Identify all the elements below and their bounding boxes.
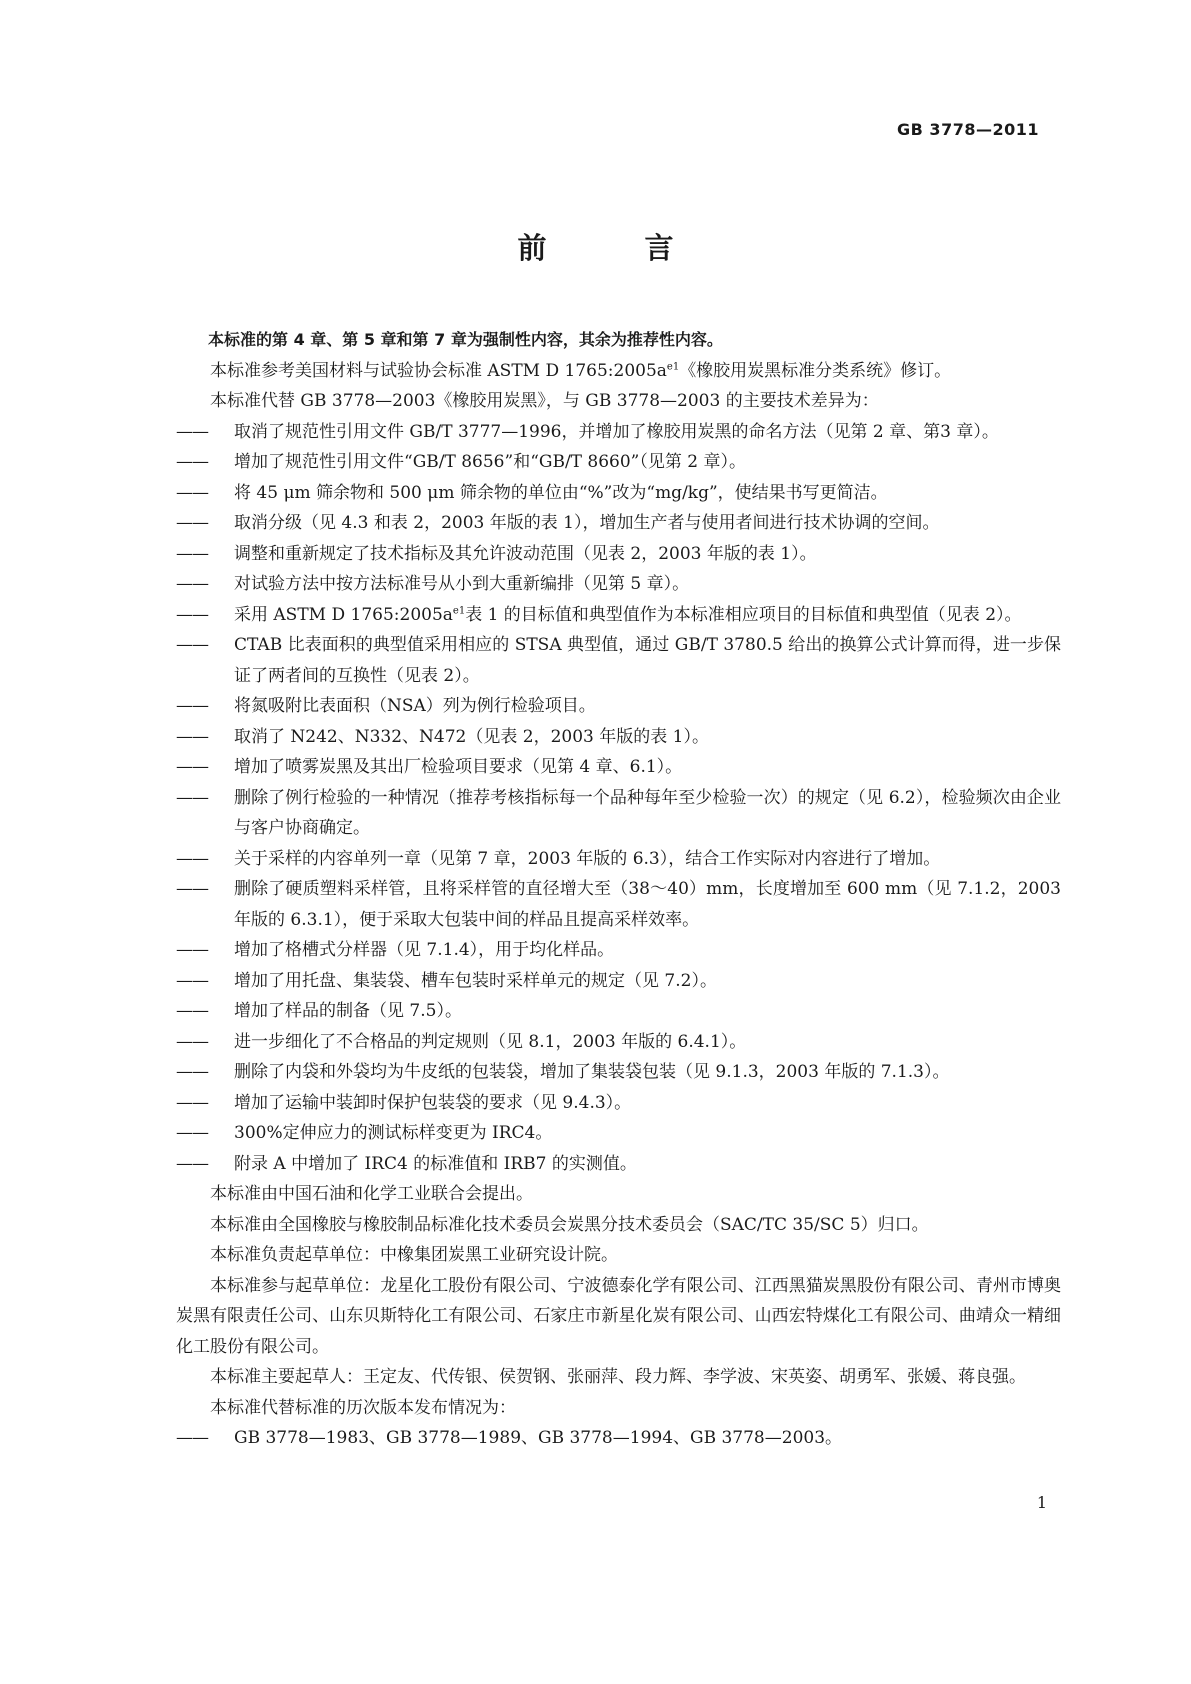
- dash-marker: ——: [176, 1001, 208, 1021]
- dash-marker: ——: [176, 513, 208, 533]
- list-item-text: 对试验方法中按方法标准号从小到大重新编排（见第 5 章）。: [234, 574, 690, 594]
- reference-text-after: 《橡胶用炭黑标准分类系统》修订。: [679, 360, 952, 381]
- list-item: [176, 966, 1061, 997]
- list-item-text: 300%定伸应力的测试标样变更为 IRC4。: [234, 1123, 553, 1143]
- list-item: [176, 508, 1061, 539]
- dash-marker: ——: [176, 726, 208, 747]
- list-item: [176, 569, 1061, 600]
- list-item: [176, 1149, 1061, 1180]
- dash-marker: ——: [176, 1092, 208, 1113]
- history-item: [176, 1423, 1061, 1454]
- reference-text-before: 本标准参考美国材料与试验协会标准 ASTM D 1765:2005a: [210, 360, 667, 381]
- list-item-text: 将 45 μm 筛余物和 500 μm 筛余物的单位由“%”改为“mg/kg”，使结果书写更简洁。: [234, 482, 888, 503]
- list-item: [176, 1118, 1061, 1149]
- list-item-superscript: e1: [452, 604, 466, 616]
- dash-marker: ——: [176, 635, 208, 655]
- list-item: [176, 752, 1061, 783]
- dash-marker: ——: [176, 421, 208, 442]
- dash-marker: ——: [176, 1123, 208, 1143]
- replacement-statement: 本标准代替 GB 3778—2003《橡胶用炭黑》，与 GB 3778—2003 的主要技术差异为：: [210, 391, 879, 411]
- list-item-text: 增加了喷雾炭黑及其出厂检验项目要求（见第 4 章、6.1）。: [234, 757, 683, 777]
- list-item-text: 取消了 N242、N332、N472（见表 2，2003 年版的表 1）。: [234, 726, 709, 747]
- list-item: [176, 1027, 1061, 1058]
- page-number: 1: [1036, 1493, 1047, 1512]
- list-item-text-before: 采用 ASTM D 1765:2005a: [234, 604, 453, 625]
- dash-marker: ——: [176, 543, 208, 564]
- list-item-text: 增加了用托盘、集装袋、槽车包装时采样单元的规定（见 7.2）。: [234, 970, 717, 991]
- dash-marker: ——: [176, 604, 208, 625]
- dash-marker: ——: [176, 452, 208, 472]
- dash-marker: ——: [176, 879, 208, 899]
- standard-code: GB 3778—2011: [897, 120, 1039, 139]
- list-item-text: 取消了规范性引用文件 GB/T 3777—1996，并增加了橡胶用炭黑的命名方法（见第 2 章、第3 章）。: [234, 421, 999, 442]
- drafters-statement: 本标准主要起草人：王定友、代传银、侯贺钢、张丽萍、段力辉、李学波、宋英姿、胡勇军、张媛、蒋良强。: [210, 1367, 1026, 1387]
- foreword-body: [176, 325, 1061, 1454]
- dash-marker: ——: [176, 757, 208, 777]
- list-item-text: 增加了样品的制备（见 7.5）。: [234, 1001, 462, 1021]
- list-item: [176, 417, 1061, 448]
- list-item: [176, 935, 1061, 966]
- list-item: [176, 691, 1061, 722]
- list-item: [176, 783, 1061, 844]
- list-item-text: 删除了硬质塑料采样管，且将采样管的直径增大至（38～40）mm，长度增加至 600 mm（见 7.1.2，2003 年版的 6.3.1），便于采取大包装中间的样品且提高采样效率。: [234, 879, 1061, 930]
- dash-marker: ——: [176, 848, 208, 869]
- list-item-text: 调整和重新规定了技术指标及其允许波动范围（见表 2，2003 年版的表 1）。: [234, 543, 817, 564]
- list-item: [176, 1088, 1061, 1119]
- list-item: [176, 844, 1061, 875]
- jurisdiction-statement: 本标准由全国橡胶与橡胶制品标准化技术委员会炭黑分技术委员会（SAC/TC 35/SC 5）归口。: [210, 1214, 929, 1235]
- dash-marker: ——: [176, 482, 208, 503]
- history-intro: 本标准代替标准的历次版本发布情况为：: [210, 1397, 516, 1418]
- history-text: GB 3778—1983、GB 3778—1989、GB 3778—1994、GB 3778—2003。: [234, 1428, 843, 1448]
- dash-marker: ——: [176, 1428, 208, 1448]
- list-item: [176, 874, 1061, 935]
- page-title: 前 言: [517, 231, 718, 265]
- list-item: [176, 539, 1061, 570]
- proposer-statement: 本标准由中国石油和化学工业联合会提出。: [210, 1184, 533, 1204]
- list-item: [176, 447, 1061, 478]
- list-item: [176, 996, 1061, 1027]
- list-item-text: 关于采样的内容单列一章（见第 7 章，2003 年版的 6.3），结合工作实际对内容进行了增加。: [234, 848, 941, 869]
- list-item-text: 删除了例行检验的一种情况（推荐考核指标每一个品种每年至少检验一次）的规定（见 6.2），检验频次由企业与客户协商确定。: [234, 787, 1061, 838]
- list-item-text: 附录 A 中增加了 IRC4 的标准值和 IRB7 的实测值。: [234, 1153, 637, 1174]
- participating-units-statement: 本标准参与起草单位：龙星化工股份有限公司、宁波德泰化学有限公司、江西黑猫炭黑股份有限公司、青州市博奥炭黑有限责任公司、山东贝斯特化工有限公司、石家庄市新星化炭有限公司、山西宏特煤化工有限公司、曲靖众一精细化工股份有限公司。: [176, 1275, 1061, 1357]
- mandatory-statement: 本标准的第 4 章、第 5 章和第 7 章为强制性内容，其余为推荐性内容。: [208, 330, 723, 349]
- list-item-text: 增加了格槽式分样器（见 7.1.4），用于均化样品。: [234, 940, 615, 960]
- list-item: [176, 1057, 1061, 1088]
- dash-marker: ——: [176, 1031, 208, 1052]
- list-item-text: 增加了运输中装卸时保护包装袋的要求（见 9.4.3）。: [234, 1092, 632, 1113]
- reference-superscript: e1: [666, 360, 680, 372]
- list-item-text: 将氮吸附比表面积（NSA）列为例行检验项目。: [234, 696, 596, 716]
- list-item-text: 删除了内袋和外袋均为牛皮纸的包装袋，增加了集装袋包装（见 9.1.3，2003 年版的 7.1.3）。: [234, 1062, 950, 1082]
- list-item: [176, 722, 1061, 753]
- dash-marker: ——: [176, 1153, 208, 1174]
- dash-marker: ——: [176, 970, 208, 991]
- list-item-text: 增加了规范性引用文件“GB/T 8656”和“GB/T 8660”（见第 2 章）。: [234, 452, 746, 472]
- dash-marker: ——: [176, 1062, 208, 1082]
- drafting-unit-statement: 本标准负责起草单位：中橡集团炭黑工业研究设计院。: [210, 1245, 618, 1265]
- reference-statement: [176, 356, 1061, 387]
- list-item: [176, 478, 1061, 509]
- dash-marker: ——: [176, 940, 208, 960]
- list-item: [176, 600, 1061, 631]
- dash-marker: ——: [176, 696, 208, 716]
- list-item-text: 取消分级（见 4.3 和表 2，2003 年版的表 1），增加生产者与使用者间进行技术协调的空间。: [234, 513, 940, 533]
- changes-list: [176, 417, 1061, 1180]
- list-item-text: CTAB 比表面积的典型值采用相应的 STSA 典型值，通过 GB/T 3780.5 给出的换算公式计算而得，进一步保证了两者间的互换性（见表 2）。: [234, 635, 1061, 686]
- dash-marker: ——: [176, 787, 208, 808]
- list-item-text: 进一步细化了不合格品的判定规则（见 8.1，2003 年版的 6.4.1）。: [234, 1031, 747, 1052]
- dash-marker: ——: [176, 574, 208, 594]
- list-item: [176, 630, 1061, 691]
- list-item-text-after: 表 1 的目标值和典型值作为本标准相应项目的目标值和典型值（见表 2）。: [465, 604, 1022, 625]
